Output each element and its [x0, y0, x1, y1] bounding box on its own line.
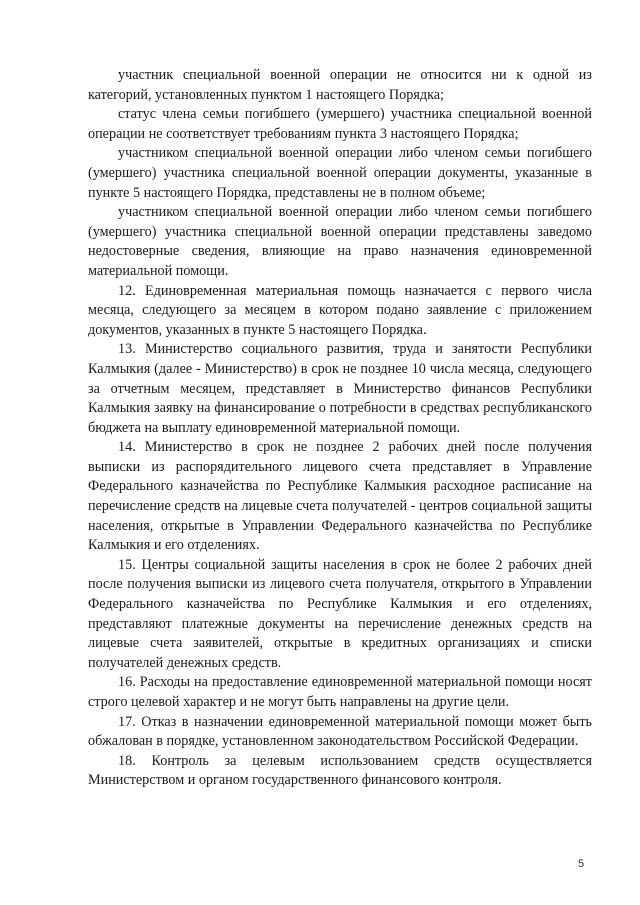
paragraph-condition-family-status: статус члена семьи погибшего (умершего) участника специальной военной операции не соответствует требованиям пункта 3 настоящего Порядка; — [88, 106, 592, 142]
paragraph-14: 14. Министерство в срок не позднее 2 рабочих дней после получения выписки из распорядительного лицевого счета представляет в Управление Федерального казначейства по Республике Калмыкия расходное расписание на перечисление средств на лицевые счета получателей - центров социальной защиты населения, открытые в Управлении Федерального казначейства по Республике Калмыкия и его отделениях. — [88, 439, 592, 554]
paragraph-17: 17. Отказ в назначении единовременной материальной помощи может быть обжалован в порядке, установленном законодательством Российской Федерации. — [88, 713, 592, 750]
page-number: 5 — [578, 858, 585, 870]
paragraph-condition-incomplete-docs: участником специальной военной операции либо членом семьи погибшего (умершего) участника специальной военной операции документы, указанные в пункте 5 настоящего Порядка, представлены не в полном объеме; — [88, 145, 592, 201]
paragraph-18: 18. Контроль за целевым использованием средств осуществляется Министерством и органом государственного финансового контроля. — [88, 752, 592, 789]
document-page — [88, 66, 592, 791]
paragraph-13: 13. Министерство социального развития, труда и занятости Республики Калмыкия (далее - Министерство) в срок не позднее 10 числа месяца, следующего за отчетным месяцем, представляет в Министерство финансов Республики Калмыкия заявку на финансирование о потребности в средствах республиканского бюджета на выплату единовременной материальной помощи. — [88, 341, 592, 436]
paragraph-condition-category: участник специальной военной операции не относится ни к одной из категорий, установленных пунктом 1 настоящего Порядка; — [88, 67, 592, 103]
paragraph-condition-false-info: участником специальной военной операции либо членом семьи погибшего (умершего) участника специальной военной операции представлены заведомо недостоверные сведения, влияющие на право назначения единовременной материальной помощи. — [88, 204, 592, 279]
paragraph-12: 12. Единовременная материальная помощь назначается с первого числа месяца, следующего за месяцем в котором подано заявление с приложением документов, указанных в пункте 5 настоящего Порядка. — [88, 282, 592, 338]
paragraph-16: 16. Расходы на предоставление единовременной материальной помощи носят строго целевой характер и не могут быть направлены на другие цели. — [88, 674, 592, 710]
paragraph-15: 15. Центры социальной защиты населения в срок не более 2 рабочих дней после получения выписки из лицевого счета получателя, открытого в Управлении Федерального казначейства по Республике Калмыкия и его отделениях, представляют платежные документы на перечисление денежных средств на лицевые счета заявителей, открытые в кредитных организациях и списки получателей денежных средств. — [88, 556, 592, 671]
